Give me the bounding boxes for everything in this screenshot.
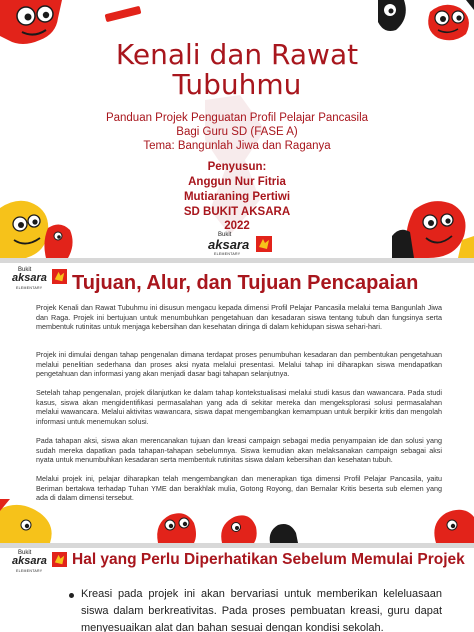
- brand-name-text: aksara: [208, 237, 250, 252]
- red-monster-corner-icon: [430, 503, 474, 543]
- author-name: Mutiaraning Pertiwi: [183, 191, 291, 203]
- subtitle-line: Panduan Projek Penguatan Profil Pelajar Pancasila: [105, 112, 369, 124]
- penyusun-label: Penyusun:: [207, 161, 267, 173]
- school-name: SD BUKIT AKSARA: [183, 206, 291, 218]
- brand-logo-header: [12, 550, 70, 580]
- yellow-monster-corner-icon: [0, 499, 60, 543]
- brand-mark-icon: [52, 269, 67, 284]
- brand-mark-icon: [52, 552, 67, 567]
- monsters-top-right-icon: [374, 0, 474, 45]
- content-page: [0, 548, 474, 632]
- bullet-icon: [69, 593, 74, 598]
- cover-page: [0, 0, 474, 258]
- year-text: 2022: [224, 220, 250, 232]
- content-page: [0, 263, 474, 543]
- brand-tag-text: ELEMENTARY: [214, 252, 241, 256]
- brand-logo-header: [12, 267, 70, 297]
- document-title-line2: Tubuhmu: [172, 68, 302, 101]
- subtitle-line: Bagi Guru SD (FASE A): [176, 126, 298, 138]
- body-paragraph: Projek ini dimulai dengan tahap pengenalan dimana terdapat proses penumbuhan kesadaran dan pembentukan pengetahuan melalui penelitian sederhana dan proses aksi nyata melalui presentasi. Melalui tahap ini diharapkan siswa mendapatkan pengetahuan dan informasi yang akan menjadi dasar bagi tahapan selanjutnya.: [36, 350, 442, 378]
- red-bar-shape: [105, 6, 142, 22]
- brand-tag-text: ELEMENTARY: [16, 569, 43, 573]
- section-heading: Tujuan, Alur, dan Tujuan Pencapaian: [72, 272, 419, 294]
- body-paragraph: Setelah tahap pengenalan, projek dilanjutkan ke dalam tahap kontekstualisasi melalui studi kasus dan wawancara. Pada studi kasus, siswa akan mengidentifikasi permasalahan yang ada di sekitar mereka dan mengeksplorasi solusi permasalahan melalui wawancara. Melalui aktivitas wawancara, siswa dapat mengembangkan kemampuan untuk berpikir kritis dan mengolah informasi untuk menemukan solusi.: [36, 388, 442, 426]
- document-title-line1: Kenali dan Rawat: [115, 38, 359, 71]
- monsters-bottom-center-icon: [152, 507, 302, 543]
- brand-small-text: Bukit: [218, 232, 232, 238]
- brand-small-text: Bukit: [18, 267, 32, 273]
- body-paragraph: Projek Kenali dan Rawat Tubuhmu ini disusun mengacu kepada dimensi Profil Pelajar Pancasila melalui tema Bangunlah Jiwa dan Raga. Projek ini bertujuan untuk menumbuhkan pengetahuan dan kesadaran siswa tentang tubuh dan fungsinya serta membentuk rutinitas untuk menjaga kebersihan dan kesehatan diringa di dalam kehidupan siswa sehari-hari.: [36, 303, 442, 331]
- brand-name-text: aksara: [12, 555, 47, 567]
- brand-tag-text: ELEMENTARY: [16, 286, 43, 290]
- brand-small-text: Bukit: [18, 550, 32, 556]
- author-name: Anggun Nur Fitria: [188, 176, 286, 188]
- bullet-item: Kreasi pada projek ini akan bervariasi untuk memberikan keleluasaan siswa dalam berkreativitas. Pada proses pembuatan kreasi, guru dapat menyesuaikan alat dan bahan sesuai dengan kondisi sekolah.: [81, 588, 442, 632]
- body-paragraph: Melalui projek ini, pelajar diharapkan telah mengembangkan dan menerapkan tiga dimensi Profil Pelajar Pancasila, yaitu Beriman bertakwa terhadap Tuhan YME dan berakhlak mulia, Gotong Royong, dan Bernalar Kritis beserta sub elemen yang ada di dalam dimensi tersebut.: [36, 474, 442, 502]
- section-heading: Hal yang Perlu Diperhatikan Sebelum Memulai Projek: [72, 551, 465, 568]
- body-paragraph: Pada tahapan aksi, siswa akan merencanakan tujuan dan kreasi campaign sebagai media penyampaian ide dan solusi yang sudah mereka dapatkan pada tahapan-tahapan sebelumnya. Siswa kemudian akan melaksanakan campaign sebagai aksi nyata untuk menumbuhkan kesadaran serta membentuk rutinitas siswa dalam kebersihan dan kesehatan tubuh.: [36, 436, 442, 464]
- brand-logo: [208, 222, 274, 256]
- subtitle-line: Tema: Bangunlah Jiwa dan Raganya: [143, 140, 331, 152]
- brand-mark-icon: [256, 236, 272, 252]
- brand-name-text: aksara: [12, 272, 47, 284]
